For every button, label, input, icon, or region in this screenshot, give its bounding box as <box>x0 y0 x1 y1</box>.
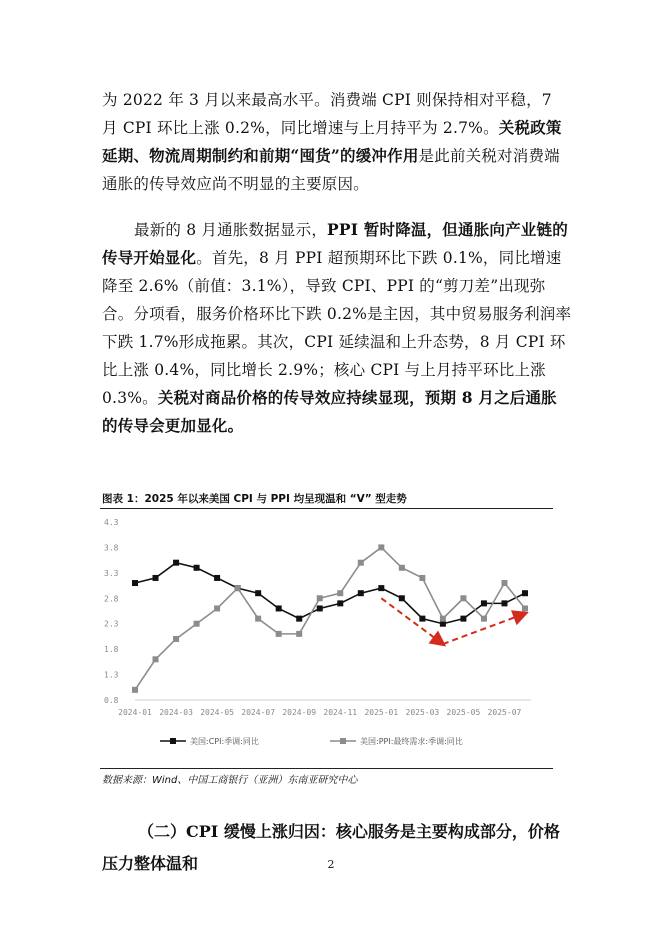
line-chart <box>100 510 553 766</box>
data-point-ppi <box>194 621 200 627</box>
data-point-ppi <box>132 687 138 693</box>
data-point-cpi <box>317 605 323 611</box>
paragraph-2-text-b: 。首先，8 月 PPI 超预期环比下跌 0.1%，同比增速降至 2.6%（前值：3.1%），导致 CPI、PPI 的“剪刀差”出现弥合。分项看，服务价格环比下跌 0.2%是主因，其中贸易服务利润率下跌 1.7%形成拖累。其次，CPI 延续温和上升态势，8 月 CPI 环比上涨 0.4%，同比增长 2.9%；核心 CPI 与上月持平环比上涨 0.3%。 <box>102 249 572 407</box>
x-tick-label: 2024-09 <box>282 708 317 717</box>
data-point-ppi <box>255 616 261 622</box>
data-point-ppi <box>378 544 384 550</box>
section-heading-text: （二）CPI 缓慢上涨归因：核心服务是主要构成部分，价格压力整体温和 <box>102 822 560 873</box>
data-point-ppi <box>440 616 446 622</box>
page-number: 2 <box>327 858 335 871</box>
x-tick-label: 2024-05 <box>200 708 234 717</box>
paragraph-1-text-a: 为 2022 年 3 月以来最高水平。消费端 CPI 则保持相对平稳，7 月 CPI 环比上涨 0.2%，同比增速与上月持平为 2.7%。 <box>102 91 552 137</box>
data-point-cpi <box>255 590 261 596</box>
data-point-ppi <box>481 616 487 622</box>
data-point-cpi <box>194 565 200 571</box>
y-tick-label: 0.8 <box>104 696 119 705</box>
paragraph-1 <box>102 86 572 198</box>
data-point-ppi <box>399 565 405 571</box>
chart-top-rule <box>100 508 553 509</box>
data-point-cpi <box>296 616 302 622</box>
data-point-ppi <box>358 560 364 566</box>
x-tick-label: 2025-01 <box>364 708 399 717</box>
data-point-ppi <box>235 585 241 591</box>
data-point-ppi <box>317 595 323 601</box>
data-point-ppi <box>460 595 466 601</box>
data-point-cpi <box>522 590 528 596</box>
data-point-ppi <box>276 631 282 637</box>
x-tick-label: 2025-07 <box>487 708 522 717</box>
data-point-cpi <box>337 600 343 606</box>
data-point-cpi <box>153 575 159 581</box>
y-tick-label: 2.8 <box>104 594 119 604</box>
data-point-ppi <box>296 631 302 637</box>
legend-cpi-marker <box>170 738 176 744</box>
x-tick-label: 2025-03 <box>405 708 440 717</box>
y-tick-label: 1.8 <box>104 645 119 655</box>
series-line-cpi <box>135 563 525 624</box>
data-source: 数据来源：Wind、中国工商银行（亚洲）东南亚研究中心 <box>102 775 358 786</box>
data-point-ppi <box>501 580 507 586</box>
data-point-cpi <box>214 575 220 581</box>
paragraph-1-bold-a: 关税政策延期、物流周期制约和前期“囤货”的缓冲作用 <box>102 118 562 165</box>
paragraph-1-text-b: 是此前关税对消费端通胀的传导效应尚不明显的主要原因。 <box>102 147 560 193</box>
chart-title: 图表 1：2025 年以来美国 CPI 与 PPI 均呈现温和 “V” 型走势 <box>102 493 407 505</box>
data-point-ppi <box>522 605 528 611</box>
data-point-cpi <box>173 560 179 566</box>
legend-cpi-label: 美国:CPI:季调:同比 <box>190 737 259 746</box>
paragraph-2 <box>102 216 572 440</box>
data-point-ppi <box>419 575 425 581</box>
legend-ppi-label: 美国:PPI:最终需求:季调:同比 <box>360 737 463 746</box>
y-tick-label: 4.3 <box>104 518 119 527</box>
data-point-cpi <box>481 600 487 606</box>
chart-bottom-rule <box>100 768 553 769</box>
data-point-cpi <box>358 590 364 596</box>
y-tick-label: 2.3 <box>104 619 119 629</box>
data-point-cpi <box>460 616 466 622</box>
legend-ppi-marker <box>340 738 346 744</box>
paragraph-2-bold-a: PPI 暂时降温，但通胀向产业链的传导开始显化 <box>102 220 568 267</box>
data-point-cpi <box>132 580 138 586</box>
data-point-ppi <box>173 636 179 642</box>
paragraph-2-text-a: 最新的 8 月通胀数据显示， <box>134 221 328 239</box>
y-tick-label: 3.3 <box>104 568 119 578</box>
data-point-ppi <box>337 590 343 596</box>
x-tick-label: 2024-07 <box>241 708 276 717</box>
data-point-cpi <box>399 595 405 601</box>
x-tick-label: 2024-11 <box>323 708 358 717</box>
y-tick-label: 1.3 <box>104 670 119 680</box>
data-point-ppi <box>153 656 159 662</box>
data-point-cpi <box>501 600 507 606</box>
x-tick-label: 2024-03 <box>159 708 193 717</box>
x-tick-label: 2025-05 <box>446 708 481 717</box>
series-line-ppi <box>135 547 525 689</box>
data-point-ppi <box>214 605 220 611</box>
y-tick-label: 3.8 <box>104 543 119 553</box>
data-point-cpi <box>378 585 384 591</box>
data-point-cpi <box>419 616 425 622</box>
data-point-cpi <box>276 605 282 611</box>
paragraph-2-bold-b: 关税对商品价格的传导效应持续显现，预期 8 月之后通胀的传导会更加显化。 <box>102 388 557 435</box>
x-tick-label: 2024-01 <box>118 708 152 717</box>
